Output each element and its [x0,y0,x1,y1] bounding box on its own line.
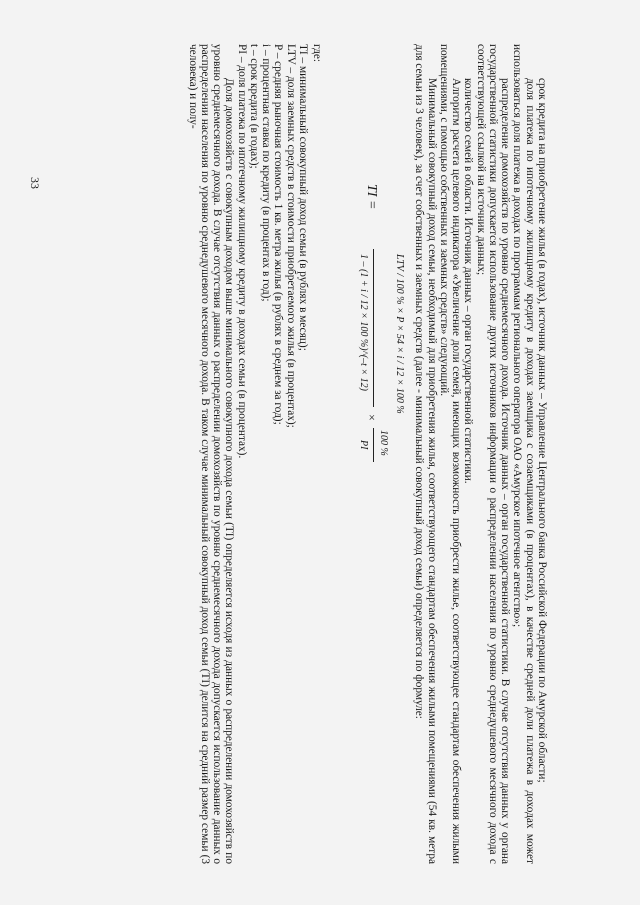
formula-fraction-bar [373,249,374,407]
legend-item: P – средняя рыночная стоимость 1 кв. метра жилья (в рублях в среднем за год); [272,44,285,425]
formula-percent-denominator: PI [358,440,370,450]
where-label: где: [311,44,324,62]
page-body [68,44,548,864]
formula-legend [236,44,310,864]
formula-denominator: 1 – (1 + i / 12 × 100 %)^(–t × 12) [358,254,370,391]
paragraph: доля платежа по ипотечному жилищному кредиту в доходах заемщика с созаемщиками (в процентах), в качестве средней доли платежа в доходах может использоваться доля платежа в доходах по программам регионального оператора ОАО «Амурское ипотечное агентство»; [511,44,536,864]
paragraph: Алгоритм расчета целевого индикатора «Увеличение доли семей, имеющих возможность приобрести жилье, соответствующее стандартам обеспечения жилыми помещениями, с помощью собственных и заемных средств» следующий. [438,44,463,864]
paragraph: количество семей в области. Источник данных – орган государственной статистики. [462,78,475,484]
formula-numerator: LTV / 100 % × P × 54 × i / 12 × 100 % [394,254,406,414]
paragraph: распределение домохозяйств по уровню среднемесячного дохода. Источник данных – орган государственной статистики. В случае отсутствия данных у органа государственной статистики допускается использование других источников информации о распределении населения по уровню среднедушевого месячного дохода с соответствующей ссылкой на источник данных; [474,44,512,864]
paragraph: Доля домохозяйств с совокупным доходом выше минимального совокупного дохода семьи (TI) определяется исходя из данных о распределении домохозяйств по уровню среднемесячного дохода. В случае отсутствия данных о распределении домохозяйств по уровню среднемесячного дохода допускается использование данных о распределении населения по уровню среднедушевого месячного дохода. В таком случае минимальный совокупный доход семьи (TI) делится на средний размер семьи (3 человека) и полу- [186,44,236,864]
formula-percent-numerator: 100 % [378,430,390,456]
legend-item: PI – доля платежа по ипотечному жилищному кредиту в доходах семьи (в процентах). [235,44,248,459]
legend-item: TI – минимальный совокупный доход семьи (в рублях в месяц); [297,44,309,351]
paragraph: срок кредита на приобретение жилья (в годах), источник данных – Управление Центрального банка Российской Федерации по Амурской области; [536,78,548,783]
income-formula [329,44,411,864]
paragraph: Минимальный совокупный доход семьи, необходимый для приобретения жилья, соответствующего стандартам обеспечения жилыми помещениями (54 кв. метра для семьи из 3 человек), за счет собственных и заемных средств (далее - минимальный совокупный доход семьи) определяется по формуле: [413,44,438,864]
legend-item: t – срок кредита (в годах); [248,44,260,169]
legend-item: LTV – доля заемных средств в стоимости приобретаемого жилья (в процентах); [284,44,297,428]
page-number: 33 [28,177,42,189]
formula-times: × [365,414,380,421]
legend-item: i – процентная ставка по кредиту (в процентах в год); [260,44,273,302]
formula-percent-bar [373,428,374,462]
formula-lhs: TI = [364,184,380,210]
